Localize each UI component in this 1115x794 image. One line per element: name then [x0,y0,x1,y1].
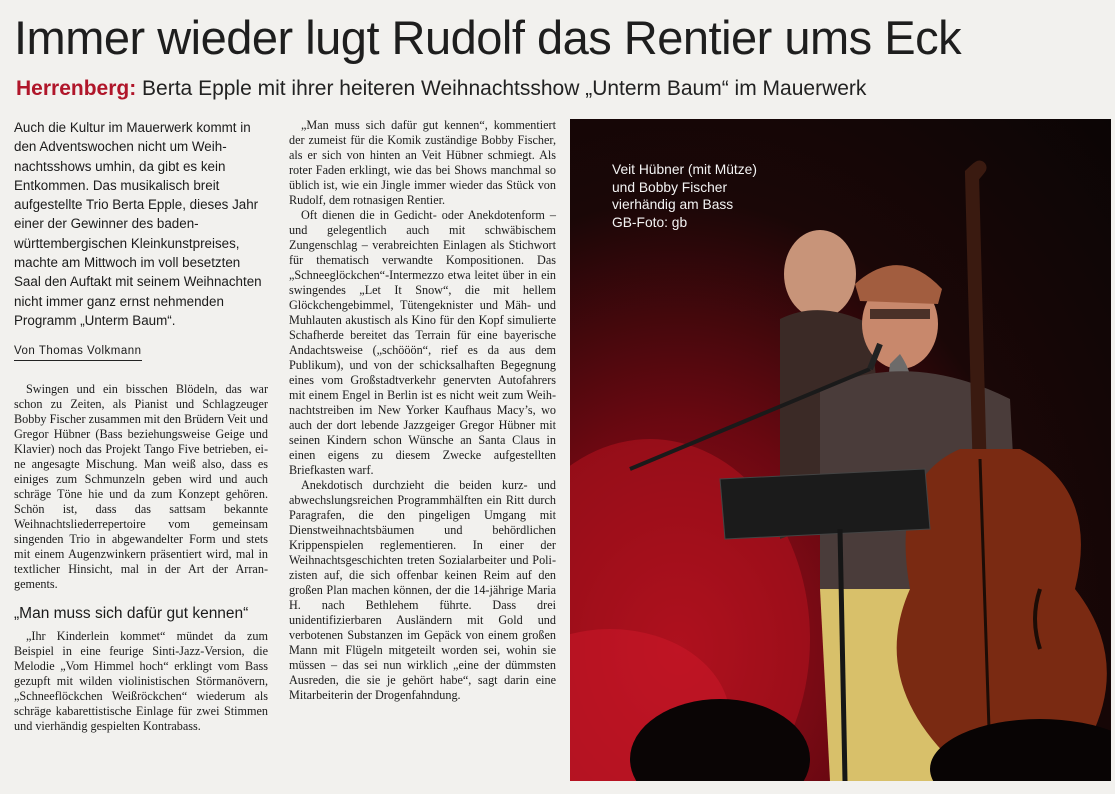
article-column-2 [289,118,556,703]
headline: Immer wieder lugt Rudolf das Rentier ums Eck [14,11,962,64]
subheadline [16,74,1106,104]
caption-line: vierhändig am Bass [612,197,734,212]
article-column-1 [14,118,268,734]
concert-photo [570,119,1111,781]
body-paragraph: „Man muss sich dafür gut kennen“, kommentiert der zumeist für die Komik zuständige Bobby Fischer, als er sich von hinten an Veit Hübner schmiegt. Als roter Faden erklingt, wie das bei Shows manchmal so üblich ist, wie ein Jingle immer wieder das Stück von Rudolf, dem rotnasigen Rentier. [289,118,556,207]
intro-paragraph: Auch die Kultur im Mauerwerk kommt in den Adventswochen nicht um Weihnachtsshows umhin, da gibt es kein Entkommen. Das musikalisch breit aufgestellte Trio Berta Epple, dieses Jahr einer der Gewinner des baden-württembergischen Kleinkunstpreises, machte am Mittwoch im voll besetzten Saal den Auftakt mit seinem Weihnachten nicht immer ganz ernst nehmenden Programm „Unterm Baum“. [14,120,262,328]
subheadline-text: Berta Epple mit ihrer heiteren Weihnachtsshow „Unterm Baum“ im Mauerwerk [136,77,867,100]
photo-caption [612,161,832,231]
body-paragraph: Anekdotisch durchzieht die beiden kurz- und abwechslungsreichen Programmhälften ein Ritt durch Paragrafen, die den pingeligen Umgang mit Dienstweihnachtsbäumen und behördlichen Krippenspielen reglementieren. In einer der Weihnachtsgeschichten treten Sozialarbeiter und Polizisten auf, die sich offenbar keinen Reim auf den großen Plan machen können, der die 14-jährige Maria H. nach Bethlehem führte. Dass drei unidentifizierbaren Ausländern mit Gold und verbotenen Substanzen im Gepäck von einem großen Mann mit Flügeln mitgeteilt worden sei, wohin sie müssen – das sei nun wirklich „eine der dümmsten Ausreden, die sie je gehört habe“, sagt darin eine Mitarbeiterin der Drogenfahndung. [289,478,556,702]
photo-credit: GB-Foto: gb [612,214,688,230]
section-subheading: „Man muss sich dafür gut kennen“ [14,605,249,622]
byline: Von Thomas Volkmann [14,344,142,361]
body-paragraph: „Ihr Kinderlein kommet“ mündet da zum Beispiel in eine feurige Sinti-Jazz-Version, die Melodie „Vom Himmel hoch“ erklingt vom Bass gezupft mit wilden violinistischen Störmanövern, „Schneeflöckchen Weißröckchen“ wiederum als schräge kabarettistische Einlage für zwei Stimmen und vierhändig gespielten Kontrabass. [14,629,268,733]
caption-line: und Bobby Fischer [612,179,728,195]
body-paragraph: Oft dienen die in Gedicht- oder Anekdotenform – und gelegentlich auch mit schwäbischem Zungenschlag – verabreichten Einlagen als Stichwort für thematisch verwandte Kompositionen. Das „Schneeglöckchen“-Intermezzo etwa leitet über in ein swingendes „Let It Snow“, die mit hellem Glöckchengebimmel, Tütengeknister und Mäh- und Muhlauten akustisch als Kino für den Kopf simulierte Schafherde bereitet das Terrain für eine bayerische Andachtsweise („schööön“, rief es da aus dem Publikum), und von der schicksalhaften Begegnung eines vom Großstadtverkehr genervten Autofahrers mit einem Engel in Berlin ist es nicht weit zum Weihnachtstreiben im New Yorker Kaufhaus Macy’s, wo auch der dort lebende Jazzgeiger Gregor Hübner mit seinen Kindern schon Wünsche an Santa Claus in einen eigens zu diesem Zwecke aufgestellten Briefkasten warf. [289,208,556,477]
location-label: Herrenberg: [16,77,137,100]
byline-block [14,340,268,382]
body-paragraph: Swingen und ein bisschen Blödeln, das war schon zu Zeiten, als Pianist und Schlagzeuger Bobby Fischer zusammen mit den Brüdern Veit und Gregor Hübner (Bass beziehungsweise Geige und Klavier) noch das Projekt Tango Five betrieben, eine angesagte Mischung. Man weiß also, dass es einiges zum Schmunzeln geben wird und auch schräge Töne hie und da zum Konzept gehören. Schön ist, dass das sattsam bekannte Weihnachtsliederrepertoire vom gemeinsam singenden Trio in abgewandelter Form und stets mit einem Augenzwinkern präsentiert wird, mal in textlicher Hinsicht, mal in der Art der Arrangements. [14,382,268,591]
caption-line: Veit Hübner (mit Mütze) [612,162,757,177]
